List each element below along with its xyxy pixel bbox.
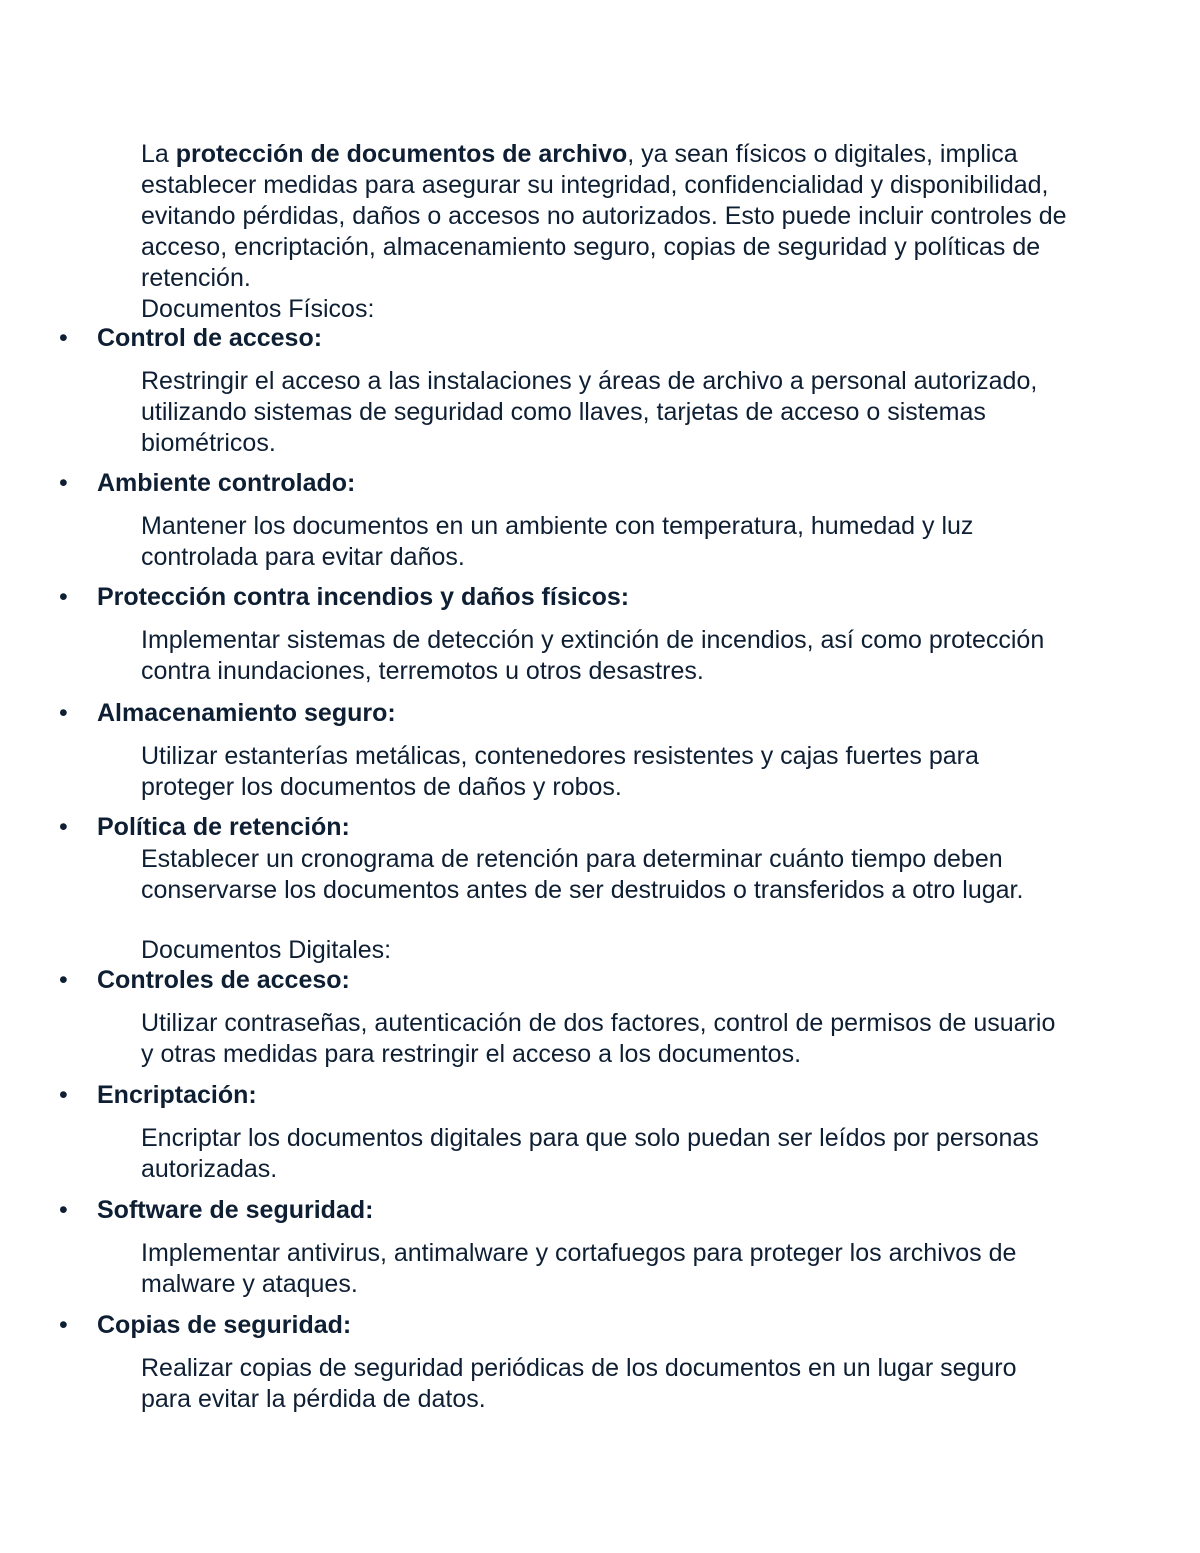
intro-paragraph: [141, 139, 1081, 325]
item-description: Establecer un cronograma de retención para determinar cuánto tiempo deben conservarse los documentos antes de ser destruidos o transferidos a otro lugar.: [141, 845, 1024, 904]
item-description: Implementar sistemas de detección y extinción de incendios, así como protección contra inundaciones, terremotos u otros desastres.: [141, 626, 1045, 685]
bullet-icon: •: [59, 469, 68, 497]
item-description: Implementar antivirus, antimalware y cortafuegos para proteger los archivos de malware y ataques.: [141, 1239, 1017, 1298]
item-description: Restringir el acceso a las instalaciones y áreas de archivo a personal autorizado, utilizando sistemas de seguridad como llaves, tarjetas de acceso o sistemas biométricos.: [141, 367, 1038, 457]
item-description: Encriptar los documentos digitales para que solo puedan ser leídos por personas autorizadas.: [141, 1124, 1039, 1183]
bullet-icon: •: [59, 1311, 68, 1339]
item-title: Control de acceso:: [97, 324, 323, 352]
item-description: Mantener los documentos en un ambiente con temperatura, humedad y luz controlada para evitar daños.: [141, 512, 974, 571]
bullet-icon: •: [59, 966, 68, 994]
item-title: Protección contra incendios y daños físicos:: [97, 583, 630, 611]
intro-bold-term: protección de documentos de archivo: [175, 140, 628, 168]
item-title: Política de retención:: [97, 813, 350, 841]
item-description: Utilizar contraseñas, autenticación de dos factores, control de permisos de usuario y otras medidas para restringir el acceso a los documentos.: [141, 1009, 1056, 1068]
item-title: Controles de acceso:: [97, 966, 350, 994]
bullet-icon: •: [59, 324, 68, 352]
item-title: Copias de seguridad:: [97, 1311, 352, 1339]
bullet-icon: •: [59, 583, 68, 611]
item-title: Ambiente controlado:: [97, 469, 356, 497]
bullet-icon: •: [59, 1081, 68, 1109]
digital-documents-heading: Documentos Digitales:: [141, 936, 392, 964]
item-description: Utilizar estanterías metálicas, contenedores resistentes y cajas fuertes para proteger los documentos de daños y robos.: [141, 742, 979, 801]
intro-text: [141, 139, 1081, 294]
bullet-icon: •: [59, 1196, 68, 1224]
intro-prefix: La: [141, 140, 176, 168]
bullet-icon: •: [59, 813, 68, 841]
item-title: Encriptación:: [97, 1081, 257, 1109]
item-description: Realizar copias de seguridad periódicas de los documentos en un lugar seguro para evitar la pérdida de datos.: [141, 1354, 1017, 1413]
physical-documents-heading: Documentos Físicos:: [141, 295, 375, 323]
item-title: Software de seguridad:: [97, 1196, 374, 1224]
intro-rest: , ya sean físicos o digitales, implica establecer medidas para asegurar su integridad, confidencialidad y disponibilidad, evitando pérdidas, daños o accesos no autorizados. Esto puede incluir controles de acceso, encriptación, almacenamiento seguro, copias de seguridad y políticas de retención.: [141, 140, 1067, 292]
item-title: Almacenamiento seguro:: [97, 699, 396, 727]
bullet-icon: •: [59, 699, 68, 727]
